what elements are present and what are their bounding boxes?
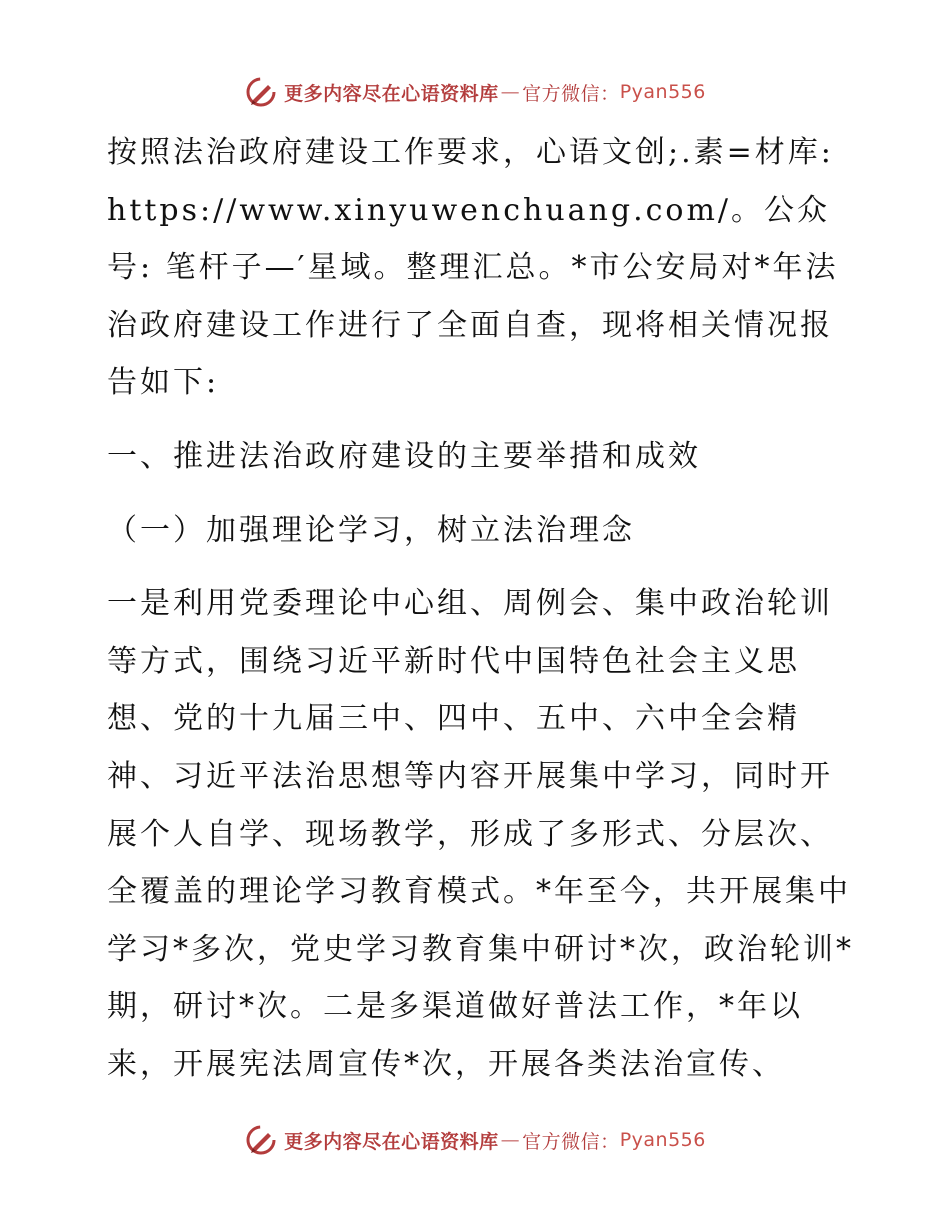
banner-dash: — bbox=[500, 1129, 521, 1151]
document-body bbox=[99, 124, 859, 1094]
body-paragraph-1: 一是利用党委理论中心组、周例会、集中政治轮训等方式，围绕习近平新时代中国特色社会主义思想、党的十九届三中、四中、五中、六中全会精神、习近平法治思想等内容开展集中学习，同时开展个人自学、现场教学，形成了多形式、分层次、全覆盖的理论学习教育模式。*年至今，共开展集中学习*多次，党史学习教育集中研讨*次，政治轮训*期，研讨*次。二是多渠道做好普法工作，*年以来，开展宪法周宣传*次，开展各类法治宣传、 bbox=[107, 586, 854, 1082]
pen-swirl-logo-icon bbox=[244, 75, 278, 109]
banner-wechat-id: Pyan556 bbox=[619, 81, 706, 103]
subsection-heading-1: （一）加强理论学习，树立法治理念 bbox=[107, 512, 635, 548]
banner-wechat-id: Pyan556 bbox=[619, 1129, 706, 1151]
banner-tagline: 更多内容尽在心语资料库 bbox=[284, 82, 499, 105]
header-banner bbox=[0, 72, 950, 112]
banner-official-label: 官方微信： bbox=[522, 82, 620, 105]
intro-paragraph: 按照法治政府建设工作要求，心语文创;.素=材库: https://www.xinyuwenchuang.com/。公众号: 笔杆子—′星域。整理汇总。*市公安局对*年法治政府建设工作进行了全面自查，现将相关情况报告如下: bbox=[107, 135, 839, 401]
pen-swirl-logo-icon bbox=[244, 1123, 278, 1157]
banner-tagline: 更多内容尽在心语资料库 bbox=[284, 1130, 499, 1153]
banner-official-label: 官方微信： bbox=[522, 1130, 620, 1153]
section-heading-1: 一、推进法治政府建设的主要举措和成效 bbox=[107, 438, 701, 474]
footer-banner bbox=[0, 1120, 950, 1160]
banner-dash: — bbox=[500, 81, 521, 103]
